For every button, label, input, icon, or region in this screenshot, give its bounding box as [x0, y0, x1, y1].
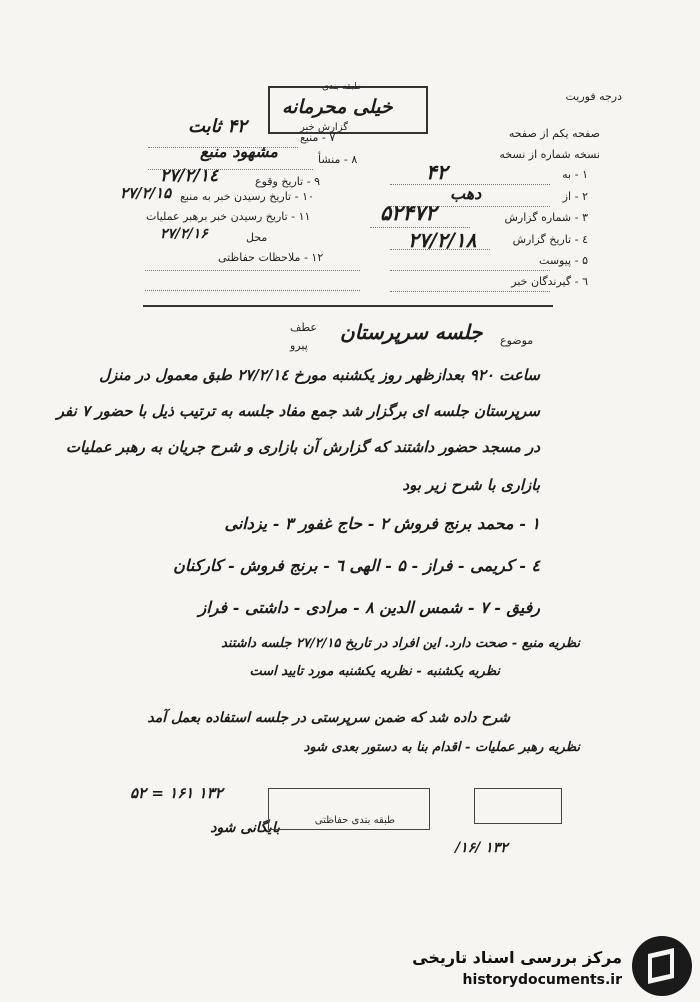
archive-title: مرکز بررسی اسناد تاریخی [412, 948, 622, 967]
field-from-label: ۲ - از [562, 190, 588, 203]
field-attachment-label: ۵ - پیوست [539, 254, 588, 267]
classification-top: طبقه بندی [322, 82, 362, 92]
body-line: ساعت ۹۲۰ بعدازظهر روز یکشنبه مورخ ۲۷/۲/۱٤ طبق معمول در منزل [99, 366, 540, 384]
atf-label: عطف [290, 321, 317, 334]
report-title-sub: گزارش خبر [300, 122, 348, 133]
ref-number-2: ۱۳۲ /۱۶/ [455, 840, 508, 856]
field-report-number-value: ۵۲۴۷۲ [380, 200, 437, 225]
body-line: نظریه منبع - صحت دارد. این افراد در تاریخ ۲۷/۲/۱۵ جلسه داشتند [221, 636, 580, 651]
body-line: بایگانی شود [210, 820, 280, 836]
field-from-value: دهب [450, 184, 482, 203]
ref-number: ۱۳۲ ۱۶۱ = ۵۲ [130, 784, 223, 802]
classification-title: خیلی محرمانه [282, 96, 393, 118]
field-report-date-value: ۲۷/۲/۱۸ [408, 228, 477, 252]
field-leader-received-value: ۲۷/۲/۱۶ [160, 226, 208, 242]
body-line: بازاری با شرح زیر بود [402, 476, 540, 494]
field-source-received-value: ۲۷/۲/۱۵ [120, 184, 172, 202]
field-report-number-label: ۳ - شماره گزارش [504, 211, 588, 224]
body-line: نظریه یکشنبه - نظریه یکشنبه مورد تایید است [249, 664, 500, 679]
body-line: ۱ - محمد برنج فروش ۲ - حاج غفور ۳ - یزدانی [224, 514, 540, 533]
field-occurrence-date-label: ۹ - تاریخ وقوع [255, 175, 321, 188]
page-label: صفحه یکم از صفحه [508, 127, 600, 140]
archive-watermark [400, 930, 700, 1002]
subject-label: موضوع [500, 334, 534, 347]
field-location-label: محل [246, 231, 268, 244]
body-line: در مسجد حضور داشتند که گزارش آن بازاری و شرح جریان به رهبر عملیات [65, 438, 540, 456]
field-source-label: ۷ - منبع [300, 131, 336, 144]
field-source-value: ۴۲ ثابت [188, 116, 247, 137]
body-line: شرح داده شد که ضمن سرپرستی در جلسه استفاده بعمل آمد [147, 710, 510, 726]
archive-logo-icon [630, 934, 694, 998]
field-report-date-label: ٤ - تاریخ گزارش [512, 233, 588, 246]
peyro-label: پیرو [290, 339, 308, 352]
subject-value: جلسه سرپرستان [340, 320, 483, 344]
body-line: نظریه رهبر عملیات - اقدام بنا به دستور بعدی شود [303, 740, 580, 755]
body-line: رفیق - ۷ - شمس الدین ۸ - مرادی - داشتی - فراز [198, 598, 540, 617]
field-origin-value: مشهود منبع [200, 142, 278, 161]
field-notes-label: ۱۲ - ملاحظات حفاظتی [218, 251, 324, 264]
body-line: ٤ - کریمی - فراز - ۵ - الهی ٦ - برنج فروش - کارکنان [173, 556, 540, 575]
urgency-label: درجه فوریت [565, 90, 622, 103]
field-origin-label: ۸ - منشأ [318, 153, 358, 166]
bottom-classification-stamp: طبقه بندی حفاظتی [268, 788, 430, 830]
field-to-label: ۱ - به [562, 168, 588, 181]
field-leader-received-label: ۱۱ - تاریخ رسیدن خبر برهبر عملیات [146, 210, 311, 223]
archive-url: historydocuments.ir [462, 972, 622, 988]
header-separator [143, 305, 553, 307]
body-line: سرپرستان جلسه ای برگزار شد جمع مفاد جلسه به ترتیب ذیل با حضور ۷ نفر [56, 402, 540, 420]
registry-stamp [474, 788, 562, 824]
copy-label: نسخه شماره از نسخه [499, 148, 600, 161]
field-to-value: ۴۲ [426, 160, 448, 184]
field-occurrence-date-value: ۲۷/۲/۱٤ [160, 166, 219, 186]
field-source-received-label: ۱۰ - تاریخ رسیدن خبر به منبع [180, 190, 314, 203]
field-recipients-label: ٦ - گیرندگان خبر [511, 275, 588, 288]
